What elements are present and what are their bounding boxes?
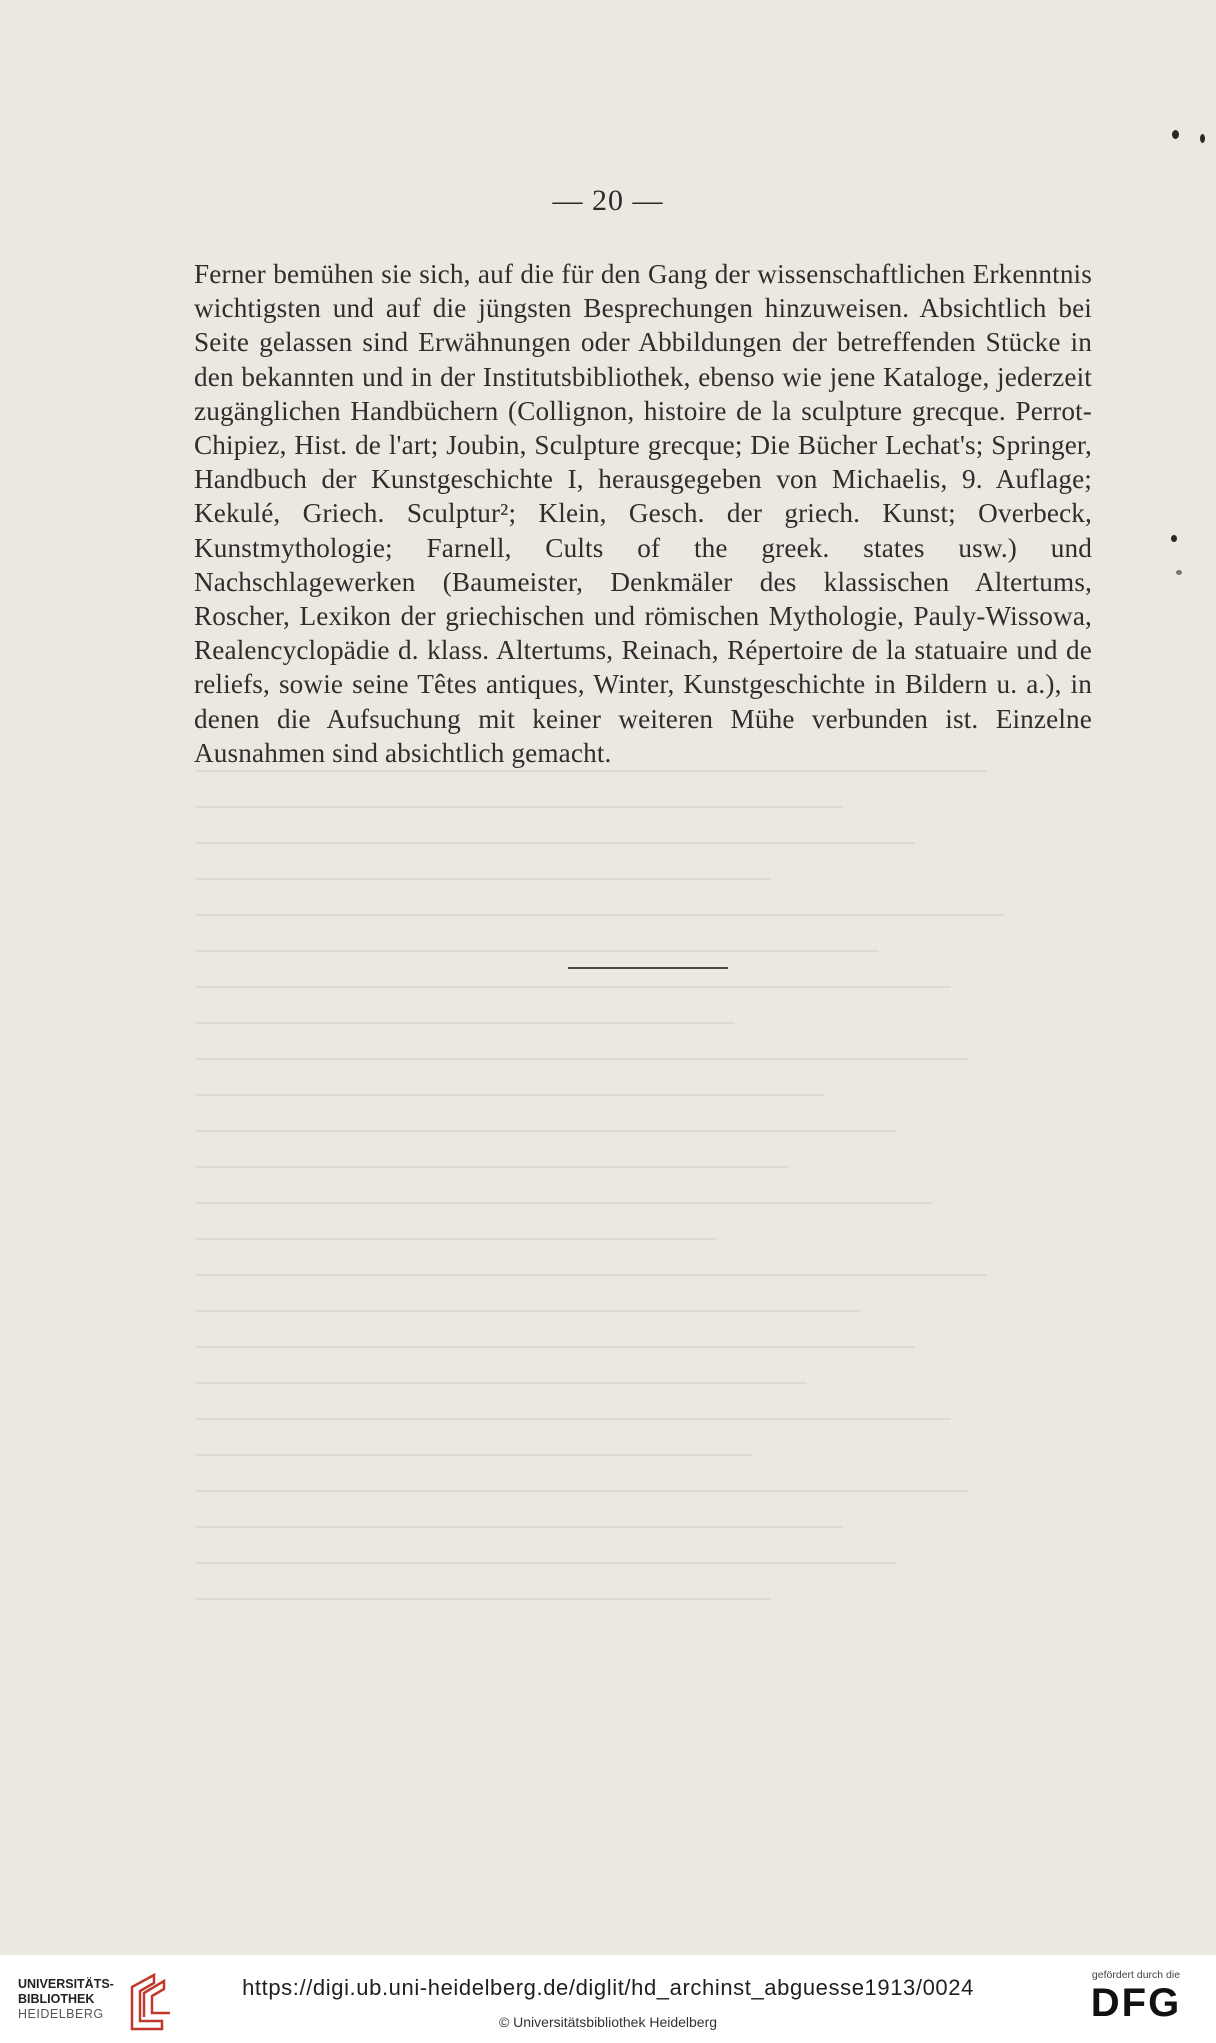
viewer-footer <box>0 1955 1216 2043</box>
margin-speck <box>1176 570 1182 575</box>
library-name-line2: BIBLIOTHEK <box>18 1992 95 2006</box>
section-rule <box>568 967 728 969</box>
bleed-through-texture <box>195 770 1095 1670</box>
page-number: — 20 — <box>552 184 664 217</box>
dfg-wordmark: DFG <box>1090 1981 1182 2025</box>
margin-speck <box>1172 130 1179 139</box>
copyright-notice: © Universitätsbibliothek Heidelberg <box>498 2014 718 2030</box>
margin-speck <box>1171 535 1177 542</box>
permalink-url[interactable]: https://digi.ub.uni-heidelberg.de/diglit/hd_archinst_abguesse1913/0024 <box>242 1975 974 2000</box>
library-name-line3: HEIDELBERG <box>18 2007 104 2021</box>
funding-caption: gefördert durch die <box>1091 1969 1181 1981</box>
dfg-funding-logo[interactable] <box>1076 1969 1196 2033</box>
body-paragraph: Ferner bemühen sie sich, auf die für den Gang der wissenschaftlichen Erkenntnis wichtigsten und auf die jüngsten Besprechungen hinzuweisen. Absichtlich bei Seite gelassen sind Erwähnungen oder Abbildungen der betreffenden Stücke in den bekannten und in der Institutsbibliothek, ebenso wie jene Kataloge, jederzeit zugänglichen Handbüchern (Collignon, histoire de la sculpture grecque. Perrot-Chipiez, Hist. de l'art; Joubin, Sculpture grecque; Die Bücher Lechat's; Springer, Handbuch der Kunstgeschichte I, herausgegeben von Michaelis, 9. Auflage; Kekulé, Griech. Sculptur²; Klein, Gesch. der griech. Kunst; Overbeck, Kunstmythologie; Farnell, Cults of the greek. states usw.) und Nachschlagewerken (Baumeister, Denkmäler des klassischen Altertums, Roscher, Lexikon der griechischen und römischen Mythologie, Pauly-Wissowa, Realencyclopädie d. klass. Altertums, Reinach, Répertoire de la statuaire und de reliefs, sowie seine Têtes antiques, Winter, Kunstgeschichte in Bildern u. a.), in denen die Aufsuchung mit keiner weiteren Mühe verbunden ist. Einzelne Ausnahmen sind absichtlich gemacht. <box>194 259 1092 768</box>
library-name-line1: UNIVERSITÄTS- <box>18 1977 114 1991</box>
margin-speck <box>1200 134 1205 143</box>
